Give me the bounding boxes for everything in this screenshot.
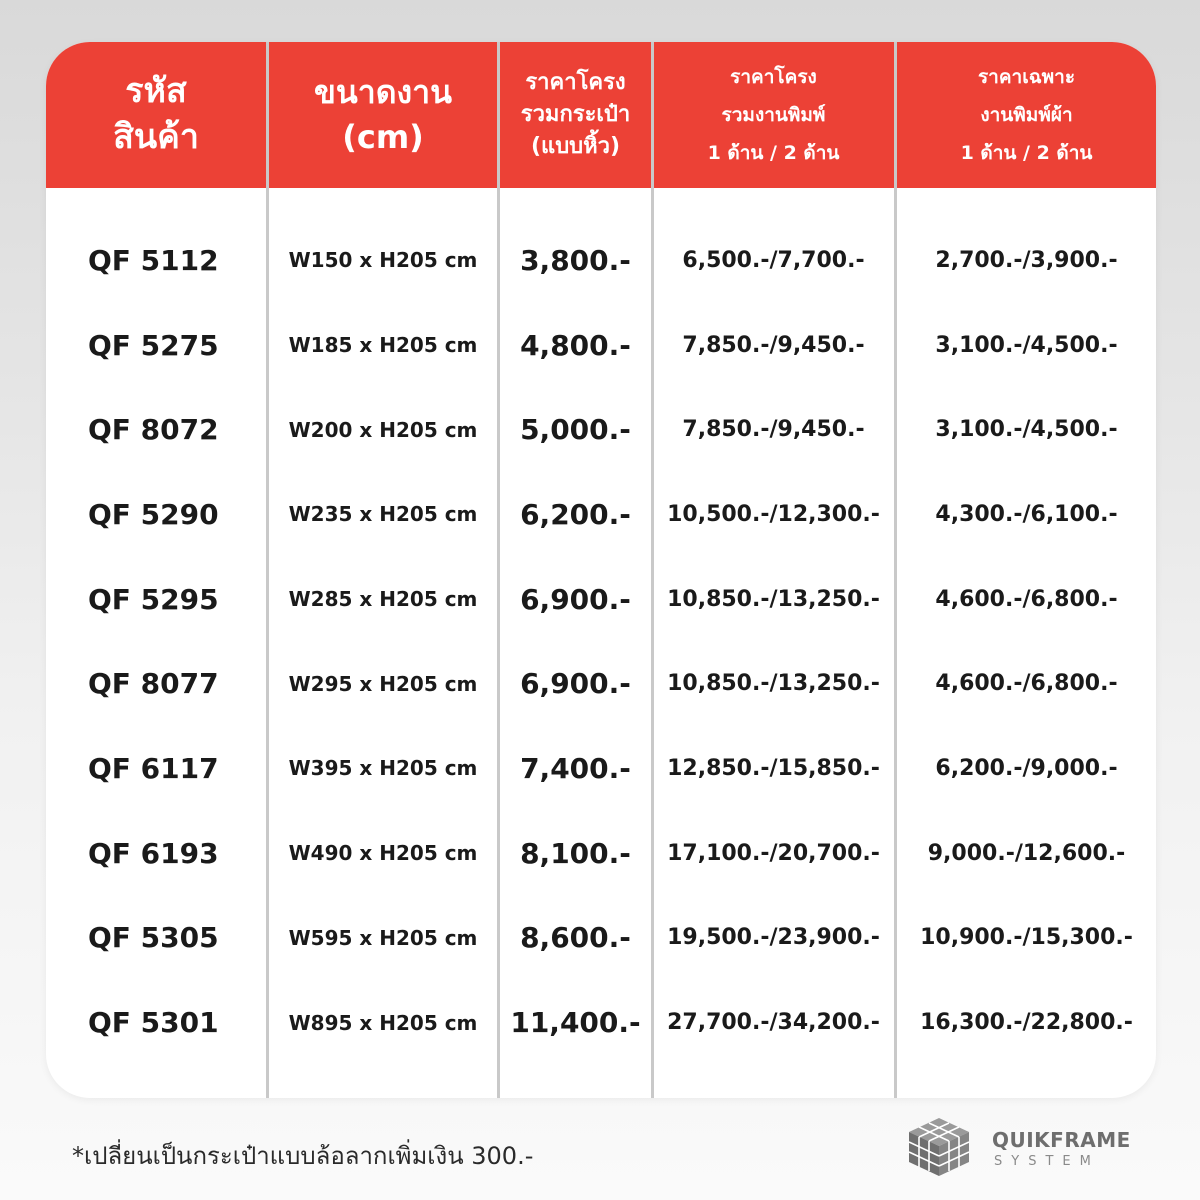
table-row — [46, 896, 1156, 981]
price-frame-print: 10,850.-/13,250.- — [667, 586, 880, 612]
price-frame-print: 19,500.-/23,900.- — [667, 925, 880, 951]
product-code: QF 5295 — [88, 582, 219, 616]
price-print-only: 4,600.-/6,800.- — [935, 671, 1118, 697]
product-code: QF 6117 — [88, 751, 219, 785]
price-frame-print: 12,850.-/15,850.- — [667, 755, 880, 781]
price-frame-bag: 6,200.- — [520, 497, 631, 531]
header-text: 1 ด้าน / 2 ด้าน — [707, 142, 840, 164]
product-size: W490 x H205 cm — [288, 841, 478, 866]
table-row — [46, 811, 1156, 896]
footnote: *เปลี่ยนเป็นกระเป๋าแบบล้อลากเพิ่มเงิน 300.- — [72, 1142, 534, 1170]
brand-logo — [906, 1116, 1136, 1178]
product-size: W285 x H205 cm — [288, 587, 478, 612]
product-code: QF 5275 — [88, 328, 219, 362]
price-print-only: 9,000.-/12,600.- — [927, 840, 1126, 866]
price-frame-print: 27,700.-/34,200.- — [667, 1010, 880, 1036]
table-body — [46, 218, 1156, 1065]
header-text: รวมงานพิมพ์ — [721, 104, 826, 126]
product-size: W235 x H205 cm — [288, 502, 478, 527]
header-text: ขนาดงาน — [314, 73, 452, 112]
header-text: 1 ด้าน / 2 ด้าน — [960, 142, 1093, 164]
price-print-only: 2,700.-/3,900.- — [935, 247, 1118, 273]
header-text: ราคาโครง — [525, 70, 626, 96]
table-row — [46, 387, 1156, 472]
header-size — [269, 42, 497, 188]
product-size: W295 x H205 cm — [288, 671, 478, 696]
table-row — [46, 641, 1156, 726]
product-size: W185 x H205 cm — [288, 333, 478, 358]
price-frame-bag: 8,600.- — [520, 921, 631, 955]
product-code: QF 8072 — [88, 413, 219, 447]
cube-icon — [906, 1116, 972, 1178]
price-print-only: 4,600.-/6,800.- — [935, 586, 1118, 612]
product-size: W200 x H205 cm — [288, 417, 478, 442]
product-size: W150 x H205 cm — [288, 248, 478, 273]
table-row — [46, 303, 1156, 388]
product-code: QF 5290 — [88, 497, 219, 531]
table-row — [46, 218, 1156, 303]
header-text: สินค้า — [113, 117, 199, 157]
product-size: W895 x H205 cm — [288, 1010, 478, 1035]
product-code: QF 5301 — [88, 1006, 219, 1040]
price-frame-bag: 6,900.- — [520, 667, 631, 701]
header-text: งานพิมพ์ผ้า — [980, 104, 1073, 126]
price-frame-bag: 11,400.- — [510, 1006, 641, 1040]
header-text: ราคาเฉพาะ — [977, 66, 1076, 88]
price-frame-bag: 3,800.- — [520, 243, 631, 277]
header-text: (แบบหิ้ว) — [530, 133, 621, 159]
header-text: รวมกระเป๋า — [520, 102, 631, 128]
price-frame-bag: 8,100.- — [520, 836, 631, 870]
header-product-code — [46, 42, 266, 188]
table-row — [46, 980, 1156, 1065]
price-frame-bag: 5,000.- — [520, 413, 631, 447]
price-print-only: 10,900.-/15,300.- — [920, 925, 1133, 951]
header-frame-with-print — [654, 42, 893, 188]
product-code: QF 5305 — [88, 921, 219, 955]
price-print-only: 3,100.-/4,500.- — [935, 417, 1118, 443]
product-size: W595 x H205 cm — [288, 925, 478, 950]
price-frame-bag: 6,900.- — [520, 582, 631, 616]
price-frame-bag: 4,800.- — [520, 328, 631, 362]
table-row — [46, 557, 1156, 642]
header-text: รหัส — [125, 71, 187, 112]
logo-name: QUIKFRAME — [992, 1128, 1131, 1152]
price-print-only: 16,300.-/22,800.- — [920, 1010, 1133, 1036]
product-size: W395 x H205 cm — [288, 756, 478, 781]
price-table — [46, 42, 1156, 1098]
price-frame-print: 7,850.-/9,450.- — [682, 417, 865, 443]
price-print-only: 6,200.-/9,000.- — [935, 755, 1118, 781]
product-code: QF 5112 — [88, 243, 219, 277]
price-print-only: 3,100.-/4,500.- — [935, 332, 1118, 358]
header-fabric-print-only — [897, 42, 1156, 188]
header-text: ราคาโครง — [730, 66, 817, 88]
price-print-only: 4,300.-/6,100.- — [935, 501, 1118, 527]
price-frame-print: 17,100.-/20,700.- — [667, 840, 880, 866]
table-row — [46, 472, 1156, 557]
price-frame-bag: 7,400.- — [520, 751, 631, 785]
logo-subtitle: SYSTEM — [994, 1154, 1100, 1169]
product-code: QF 8077 — [88, 667, 219, 701]
price-frame-print: 10,500.-/12,300.- — [667, 501, 880, 527]
header-frame-with-bag — [500, 42, 651, 188]
price-frame-print: 6,500.-/7,700.- — [682, 247, 865, 273]
product-code: QF 6193 — [88, 836, 219, 870]
price-frame-print: 10,850.-/13,250.- — [667, 671, 880, 697]
table-row — [46, 726, 1156, 811]
header-text: (cm) — [342, 118, 424, 156]
price-frame-print: 7,850.-/9,450.- — [682, 332, 865, 358]
